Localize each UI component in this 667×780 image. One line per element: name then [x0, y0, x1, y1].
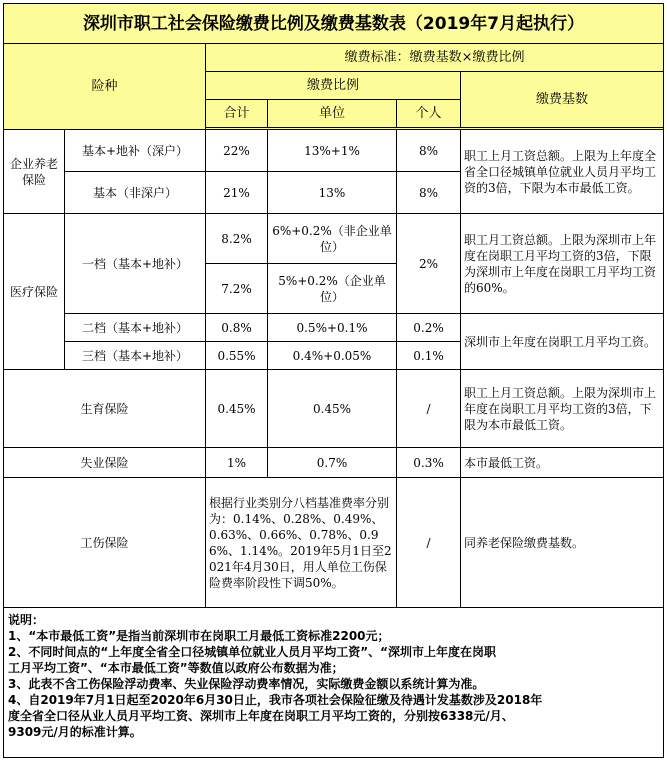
pension-row1-total: 22% — [206, 130, 268, 172]
notes-line: 工月平均工资”、“本市最低工资”等数值以政府公布数据为准； — [8, 661, 344, 675]
header-ratio: 缴费比例 — [206, 72, 461, 100]
maternity-total: 0.45% — [206, 370, 268, 448]
pension-group-label: 企业养老保险 — [4, 130, 65, 214]
medical-tier1-individual: 2% — [397, 214, 461, 314]
unemployment-total: 1% — [206, 448, 268, 478]
pension-row2-name: 基本（非深户） — [65, 172, 206, 214]
unemployment-name: 失业保险 — [4, 448, 206, 478]
header-insurance-type: 险种 — [4, 44, 206, 130]
medical-tier1-total-b: 7.2% — [206, 264, 268, 314]
medical-tier2-individual: 0.2% — [397, 314, 461, 342]
injury-name: 工伤保险 — [4, 478, 206, 608]
insurance-rate-table — [3, 3, 664, 758]
notes-line: 2、不同时间点的“上年度全省全口径城镇单位就业人员月平均工资”、“深圳市上年度在岗职 — [8, 645, 497, 659]
pension-row1-employer: 13%+1% — [268, 130, 397, 172]
medical-tier3-total: 0.55% — [206, 342, 268, 370]
injury-base: 同养老保险缴费基数。 — [461, 478, 664, 608]
unemployment-individual: 0.3% — [397, 448, 461, 478]
medical-tier3-individual: 0.1% — [397, 342, 461, 370]
notes-line: 9309元/月的标准计算。 — [8, 725, 142, 739]
medical-tier23-base: 深圳市上年度在岗职工月平均工资。 — [461, 314, 664, 370]
medical-group-label: 医疗保险 — [4, 214, 65, 370]
medical-tier1-employer-b: 5%+0.2%（企业单位） — [268, 264, 397, 314]
notes-line: 1、“本市最低工资”是指当前深圳市在岗职工月最低工资标准2200元； — [8, 629, 390, 643]
pension-row2-total: 21% — [206, 172, 268, 214]
unemployment-employer: 0.7% — [268, 448, 397, 478]
medical-tier1-name: 一档（基本+地补） — [65, 214, 206, 314]
medical-tier2-name: 二档（基本+地补） — [65, 314, 206, 342]
pension-base: 职工上月工资总额。上限为上年度全省全口径城镇单位就业人员月平均工资的3倍，下限为本市最低工资。 — [461, 130, 664, 214]
pension-row2-individual: 8% — [397, 172, 461, 214]
medical-tier3-employer: 0.4%+0.05% — [268, 342, 397, 370]
medical-tier3-name: 三档（基本+地补） — [65, 342, 206, 370]
injury-ratio-text: 根据行业类别分八档基准费率分别为：0.14%、0.28%、0.49%、0.63%、0.66%、0.78%、0.96%、1.14%。2019年5月1日至2021年4月30日，用人单位工伤保险费率阶段性下调50%。 — [206, 478, 397, 608]
maternity-name: 生育保险 — [4, 370, 206, 448]
pension-row1-name: 基本+地补（深户） — [65, 130, 206, 172]
header-base: 缴费基数 — [461, 72, 664, 128]
notes-line: 度全省全口径从业人员月平均工资、深圳市上年度在岗职工月平均工资的，分别按6338元/月、 — [8, 709, 514, 723]
injury-individual: / — [397, 478, 461, 608]
medical-tier2-total: 0.8% — [206, 314, 268, 342]
medical-tier1-employer-a: 6%+0.2%（非企业单位） — [268, 214, 397, 264]
notes-section — [4, 608, 664, 758]
maternity-employer: 0.45% — [268, 370, 397, 448]
pension-row1-individual: 8% — [397, 130, 461, 172]
header-total: 合计 — [206, 100, 268, 128]
medical-tier2-employer: 0.5%+0.1% — [268, 314, 397, 342]
table-title: 深圳市职工社会保险缴费比例及缴费基数表（2019年7月起执行） — [4, 4, 664, 44]
maternity-individual: / — [397, 370, 461, 448]
unemployment-base: 本市最低工资。 — [461, 448, 664, 478]
header-employer: 单位 — [268, 100, 397, 128]
maternity-base: 职工上月工资总额。上限为深圳市上年度在岗职工月平均工资的3倍，下限为本市最低工资。 — [461, 370, 664, 448]
pension-row2-employer: 13% — [268, 172, 397, 214]
notes-line: 3、此表不含工伤保险浮动费率、失业保险浮动费率情况，实际缴费金额以系统计算为准。 — [8, 677, 485, 691]
notes-line: 4、自2019年7月1日起至2020年6月30日止，我市各项社会保险征缴及待遇计发基数涉及2018年 — [8, 693, 543, 707]
header-formula: 缴费标准：缴费基数×缴费比例 — [206, 44, 664, 72]
medical-tier1-total-a: 8.2% — [206, 214, 268, 264]
notes-heading: 说明： — [8, 613, 45, 627]
medical-tier1-base: 职工月工资总额。上限为深圳市上年度在岗职工月平均工资的3倍，下限为深圳市上年度在岗职工月平均工资的60%。 — [461, 214, 664, 314]
header-individual: 个人 — [397, 100, 461, 128]
